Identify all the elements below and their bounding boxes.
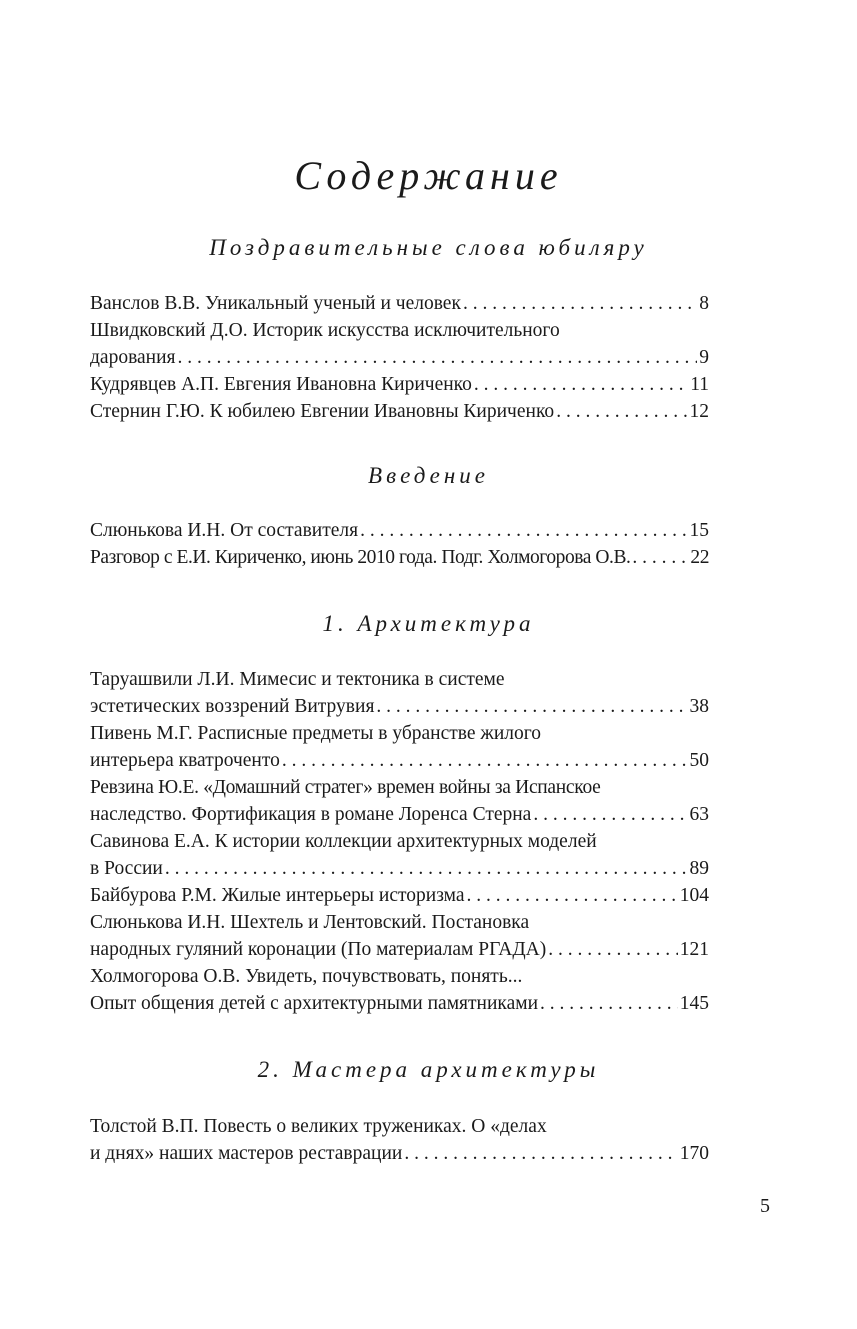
entry-text: Холмогорова О.В. Увидеть, почувствовать, понять... — [90, 966, 523, 987]
entry-text: Швидковский Д.О. Историк искусства исключительного — [90, 320, 560, 341]
entry-text: и днях» наших мастеров реставрации — [90, 1143, 403, 1164]
entry-text: Байбурова Р.М. Жилые интерьеры историзма — [90, 885, 465, 906]
toc-entry — [90, 882, 709, 909]
entry-text: интерьера кватроченто — [90, 750, 280, 771]
dot-leader — [178, 344, 698, 371]
section-heading-congratulations: Поздравительные слова юбиляру — [209, 235, 648, 260]
entry-text: наследство. Фортификация в романе Лоренса Стерна — [90, 804, 532, 825]
entry-text: Стернин Г.Ю. К юбилею Евгении Ивановны Кириченко — [90, 401, 555, 422]
entry-page: 22 — [690, 547, 709, 568]
entry-page: 121 — [679, 939, 709, 960]
page-number: 5 — [760, 1195, 770, 1217]
toc-entry-continuation — [90, 936, 709, 963]
toc-entry — [90, 290, 709, 317]
toc-entry — [90, 909, 709, 936]
entry-page: 38 — [689, 696, 709, 717]
entry-text: в России — [90, 858, 163, 879]
toc-entry — [90, 963, 709, 990]
entry-text: эстетических воззрений Витрувия — [90, 696, 375, 717]
dot-leader — [632, 544, 688, 571]
toc-entry — [90, 544, 709, 571]
dot-leader — [533, 801, 687, 828]
toc-entry — [90, 1113, 709, 1140]
toc-entry-continuation — [90, 344, 709, 371]
toc-entry — [90, 398, 709, 425]
dot-leader — [474, 371, 688, 398]
entry-text: Слюнькова И.Н. От составителя — [90, 520, 359, 541]
entry-text: Кудрявцев А.П. Евгения Ивановна Кириченко — [90, 374, 472, 395]
dot-leader — [540, 990, 678, 1017]
entry-text: Ванслов В.В. Уникальный ученый и человек — [90, 293, 461, 314]
toc-entry — [90, 517, 709, 544]
entry-text: Ревзина Ю.Е. «Домашний стратег» времен войны за Испанское — [90, 777, 601, 798]
section-entries-congratulations — [90, 290, 709, 425]
section-heading-architecture: 1. Архитектура — [322, 611, 535, 636]
entry-page: 9 — [699, 347, 709, 368]
entry-text: Савинова Е.А. К истории коллекции архитектурных моделей — [90, 831, 597, 852]
toc-entry — [90, 774, 709, 801]
dot-leader — [548, 936, 678, 963]
dot-leader — [376, 693, 687, 720]
entry-text: Опыт общения детей с архитектурными памятниками — [90, 993, 539, 1014]
entry-page: 12 — [689, 401, 709, 422]
dot-leader — [467, 882, 678, 909]
dot-leader — [165, 855, 688, 882]
entry-page: 63 — [689, 804, 709, 825]
entry-page: 50 — [689, 750, 709, 771]
page-title: Содержание — [294, 153, 563, 198]
entry-page: 89 — [689, 858, 709, 879]
entry-page: 170 — [679, 1143, 709, 1164]
entry-text: Пивень М.Г. Расписные предметы в убранстве жилого — [90, 723, 542, 744]
entry-page: 104 — [679, 885, 709, 906]
toc-entry-continuation — [90, 1140, 709, 1167]
section-heading-introduction: Введение — [368, 463, 489, 488]
toc-entry-continuation — [90, 990, 709, 1017]
entry-page: 15 — [689, 520, 709, 541]
dot-leader — [404, 1140, 677, 1167]
toc-entry — [90, 371, 709, 398]
dot-leader — [360, 517, 687, 544]
dot-leader — [556, 398, 687, 425]
dot-leader — [463, 290, 697, 317]
section-entries-introduction — [90, 517, 709, 571]
entry-text: Таруашвили Л.И. Мимесис и тектоника в системе — [90, 669, 505, 690]
toc-entry — [90, 720, 709, 747]
entry-text: народных гуляний коронации (По материалам РГАДА) — [90, 939, 547, 960]
section-heading-masters: 2. Мастера архитектуры — [257, 1057, 600, 1082]
toc-entry — [90, 828, 709, 855]
entry-page: 11 — [690, 374, 709, 395]
entry-text: дарования — [90, 347, 176, 368]
entry-page: 8 — [699, 293, 709, 314]
toc-entry-continuation — [90, 693, 709, 720]
toc-entry — [90, 317, 709, 344]
toc-entry-continuation — [90, 855, 709, 882]
toc-entry-continuation — [90, 747, 709, 774]
entry-text: Слюнькова И.Н. Шехтель и Лентовский. Постановка — [90, 912, 530, 933]
entry-text: Толстой В.П. Повесть о великих тружениках. О «делах — [90, 1116, 547, 1137]
dot-leader — [282, 747, 688, 774]
entry-page: 145 — [679, 993, 709, 1014]
toc-entry — [90, 666, 709, 693]
section-entries-architecture — [90, 666, 709, 1017]
toc-entry-continuation — [90, 801, 709, 828]
entry-text: Разговор с Е.И. Кириченко, июнь 2010 года. Подг. Холмогорова О.В. — [90, 547, 631, 568]
section-entries-masters — [90, 1113, 709, 1167]
